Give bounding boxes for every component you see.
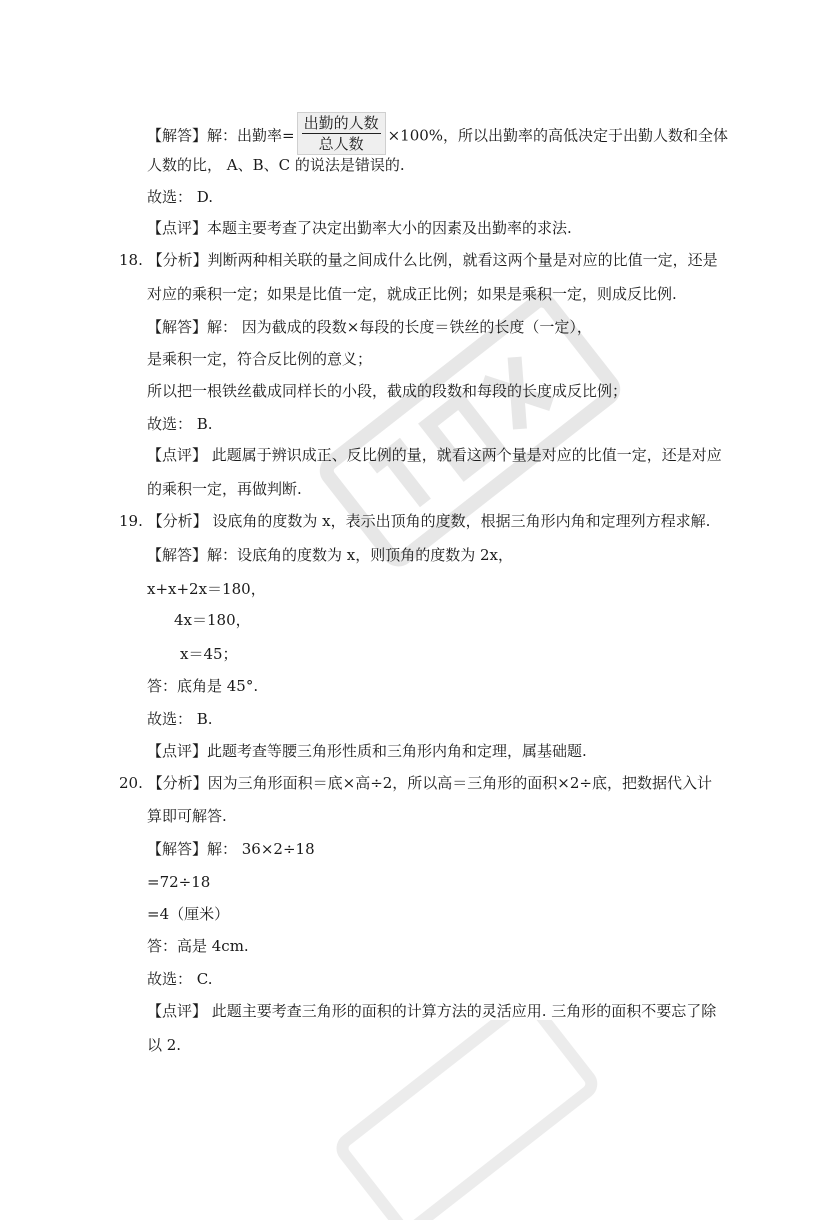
equation-line: 4x＝180， bbox=[174, 611, 251, 629]
result-line: 答：高是 4cm. bbox=[147, 937, 249, 955]
text-line: 对应的乘积一定；如果是比值一定，就成正比例；如果是乘积一定，则成反比例. bbox=[147, 285, 677, 303]
answer-line: 【解答】解： 因为截成的段数×每段的长度＝铁丝的长度（一定）， bbox=[147, 318, 592, 336]
question-20-analysis: 20. 【分析】因为三角形面积＝底×高÷2，所以高＝三角形的面积×2÷底，把数据代入计 bbox=[119, 774, 712, 792]
answer-line: 【解答】解： 36×2÷18 bbox=[147, 840, 315, 858]
fraction-denominator: 总人数 bbox=[318, 135, 364, 153]
choice-line: 故选： B. bbox=[147, 710, 213, 728]
text-line: 的乘积一定，再做判断. bbox=[147, 480, 302, 498]
result-line: 答：底角是 45°. bbox=[147, 677, 259, 695]
comment-line: 【点评】 此题属于辨识成正、反比例的量，就看这两个量是对应的比值一定，还是对应 bbox=[147, 446, 722, 464]
comment-line: 【点评】本题主要考查了决定出勤率大小的因素及出勤率的求法. bbox=[147, 219, 572, 237]
equation-line: x＝45； bbox=[180, 645, 238, 663]
choice-line: 故选： C. bbox=[147, 970, 213, 988]
comment-line: 【点评】此题考查等腰三角形性质和三角形内角和定理，属基础题. bbox=[147, 742, 587, 760]
fraction-numerator: 出勤的人数 bbox=[303, 114, 379, 132]
equation-line: =4（厘米） bbox=[147, 905, 230, 923]
answer-line: 【解答】解：设底角的度数为 x，则顶角的度数为 2x， bbox=[147, 546, 514, 564]
text-line: 所以把一根铁丝截成同样长的小段，截成的段数和每段的长度成反比例； bbox=[147, 382, 628, 400]
equation-line: x+x+2x＝180， bbox=[147, 580, 266, 598]
choice-line: 故选： B. bbox=[147, 415, 213, 433]
watermark-seal-bottom-icon bbox=[320, 1020, 620, 1220]
comment-line: 【点评】 此题主要考查三角形的面积的计算方法的灵活应用. 三角形的面积不要忘了除 bbox=[147, 1002, 717, 1020]
question-19-analysis: 19. 【分析】 设底角的度数为 x，表示出顶角的度数，根据三角形内角和定理列方程求解. bbox=[119, 512, 711, 530]
attendance-formula-image bbox=[297, 112, 386, 155]
text-line: 以 2. bbox=[147, 1036, 182, 1054]
text-line: 是乘积一定，符合反比例的意义； bbox=[147, 350, 373, 368]
answer-text-suffix: ×100%，所以出勤率的高低决定于出勤人数和全体 bbox=[387, 126, 729, 145]
choice-line: 故选： D. bbox=[147, 188, 214, 206]
text-line: 算即可解答. bbox=[147, 807, 227, 825]
question-18-analysis: 18. 【分析】判断两种相关联的量之间成什么比例，就看这两个量是对应的比值一定，还是 bbox=[119, 251, 718, 269]
text-line: 人数的比， A、B、C 的说法是错误的. bbox=[147, 156, 405, 174]
answer-text-prefix: 【解答】解：出勤率= bbox=[147, 126, 295, 145]
answer-line-attendance bbox=[147, 115, 728, 158]
equation-line: =72÷18 bbox=[147, 873, 211, 891]
